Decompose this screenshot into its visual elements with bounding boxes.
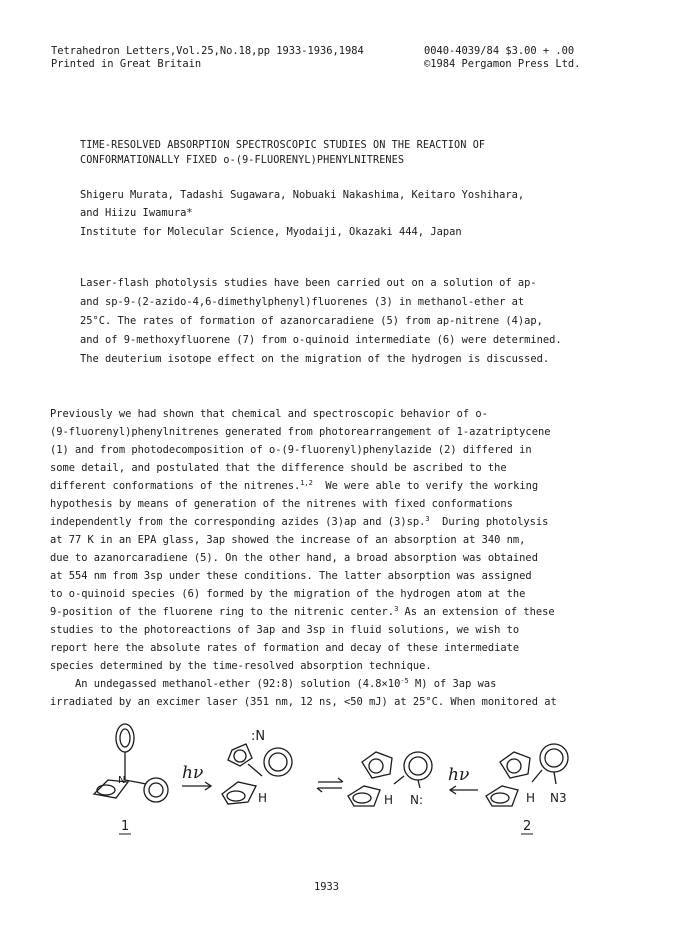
body-line: hypothesis by means of generation of the nitrenes with fixed conformations <box>50 498 513 510</box>
nitrene-n-label: N: <box>410 793 424 807</box>
affiliation: Institute for Molecular Science, Myodaiji, Okazaki 444, Japan <box>80 226 462 238</box>
body-line: An undegassed methanol-ether (92:8) solution ($4.8\times 10^{-5}$ M) of 3ap was <box>50 677 497 690</box>
body-line: species determined by the time-resolved absorption technique. <box>50 660 432 672</box>
hv-label: hν <box>448 765 470 785</box>
journal-citation: Tetrahedron Letters,Vol.25,No.18,pp 1933-1936,1984 <box>51 45 364 57</box>
body-line: at 554 nm from 3sp under these conditions. The latter absorption was assigned <box>50 570 532 582</box>
hydrogen-label: H <box>526 791 536 805</box>
body-line: 9-position of the fluorene ring to the nitrenic center.$^3$ As an extension of these <box>50 605 555 618</box>
body-line: irradiated by an excimer laser (351 nm, 12 ns, <50 mJ) at 25°C. When monitored at <box>50 696 557 708</box>
paper-title-line2: CONFORMATIONALLY FIXED o-(9-FLUORENYL)PHENYLNITRENES <box>80 155 405 166</box>
body-line: Previously we had shown that chemical and spectroscopic behavior of o- <box>50 408 488 420</box>
abstract-line: Laser-flash photolysis studies have been carried out on a solution of ap- <box>80 277 537 289</box>
printed-in: Printed in Great Britain <box>51 58 202 70</box>
body-line: some detail, and postulated that the difference should be ascribed to the <box>50 462 507 474</box>
body-line: (9-fluorenyl)phenylnitrenes generated from photorearrangement of 1-azatriptycene <box>50 426 551 438</box>
hv-label: hν <box>182 763 204 783</box>
compound-label-2: 2 <box>523 819 532 834</box>
azatriptycene-structure <box>94 724 168 802</box>
citation-superscript: 3 <box>425 515 430 523</box>
body-line: at 77 K in an EPA glass, 3ap showed the increase of an absorption at 340 nm, <box>50 534 526 546</box>
nitrogen-atom-label: N <box>118 775 126 786</box>
nitrene-ap-structure <box>222 744 292 804</box>
issn-price: 0040-4039/84 $3.00 + .00 <box>424 45 575 57</box>
abstract-line: and sp-9-(2-azido-4,6-dimethylphenyl)fluorenes (3) in methanol-ether at <box>80 296 525 308</box>
body-line: (1) and from photodecomposition of o-(9-fluorenyl)phenylazide (2) differed in <box>50 444 532 456</box>
authors-line1: Shigeru Murata, Tadashi Sugawara, Nobuaki Nakashima, Keitaro Yoshihara, <box>80 189 525 201</box>
paper-title-line1: TIME-RESOLVED ABSORPTION SPECTROSCOPIC STUDIES ON THE REACTION OF <box>80 140 486 151</box>
body-line: independently from the corresponding azides (3)ap and (3)sp.$^3$ During photolysis <box>50 515 549 528</box>
reaction-scheme <box>0 716 680 846</box>
copyright: ©1984 Pergamon Press Ltd. <box>424 58 581 70</box>
page-number: 1933 <box>314 881 340 893</box>
compound-label-1: 1 <box>121 819 130 834</box>
citation-superscript: 3 <box>394 605 399 613</box>
body-line: due to azanorcaradiene (5). On the other hand, a broad absorption was obtained <box>50 552 538 564</box>
authors-line2: and Hiizu Iwamura* <box>80 207 193 219</box>
body-line: studies to the photoreactions of 3ap and 3sp in fluid solutions, we wish to <box>50 624 520 636</box>
hydrogen-label: H <box>258 791 268 805</box>
abstract-line: 25°C. The rates of formation of azanorcaradiene (5) from ap-nitrene (4)ap, <box>80 315 543 327</box>
azide-n3-label: N3 <box>550 791 567 805</box>
body-line: different conformations of the nitrenes.$^{1,2}$ We were able to verify the working <box>50 479 539 492</box>
hydrogen-label: H <box>384 793 394 807</box>
abstract-line: The deuterium isotope effect on the migration of the hydrogen is discussed. <box>80 353 550 365</box>
exponent-superscript: -5 <box>400 677 409 685</box>
abstract-line: and of 9-methoxyfluorene (7) from o-quinoid intermediate (6) were determined. <box>80 334 562 346</box>
body-line: to o-quinoid species (6) formed by the migration of the hydrogen atom at the <box>50 588 526 600</box>
nitrene-n-label: :N <box>251 729 266 744</box>
citation-superscript: 1,2 <box>300 479 313 487</box>
body-line: report here the absolute rates of formation and decay of these intermediate <box>50 642 520 654</box>
